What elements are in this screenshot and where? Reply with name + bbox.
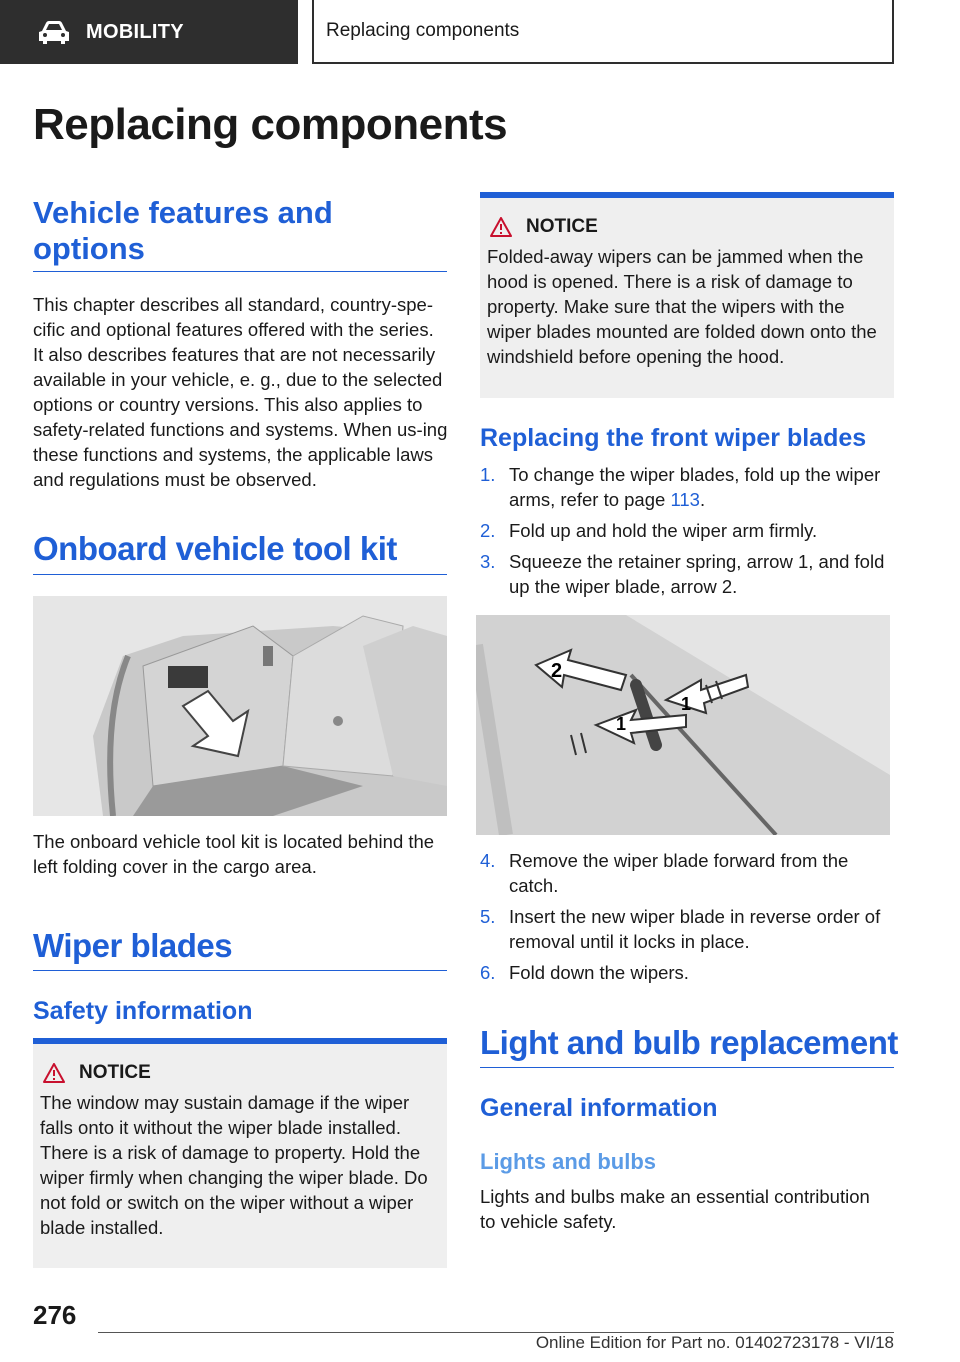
breadcrumb — [312, 0, 894, 64]
safety-info-heading: Safety information — [33, 997, 253, 1025]
car-icon — [36, 19, 72, 45]
step-number: 5. — [480, 906, 496, 927]
list-item — [480, 518, 900, 543]
divider — [33, 574, 447, 575]
list-item — [480, 462, 900, 512]
step-text — [509, 462, 900, 512]
divider — [33, 970, 447, 971]
step-text-after: . — [699, 489, 706, 510]
notice-box — [480, 192, 894, 398]
step-number: 2. — [480, 520, 496, 541]
section-tab[interactable] — [0, 0, 298, 64]
cargo-area-image — [33, 596, 447, 816]
step-text-main: To change the wiper blades, fold up the wiper arms, refer to page — [509, 464, 881, 510]
step-text: Fold down the wipers. — [509, 962, 689, 983]
steps-list-a — [480, 462, 900, 605]
page-title: Replacing components — [33, 100, 508, 149]
list-item — [480, 549, 900, 599]
tool-kit-caption: The onboard vehicle tool kit is located behind the left folding cover in the cargo area. — [33, 831, 435, 877]
step-text: Remove the wiper blade forward from the catch. — [509, 850, 849, 896]
step-text: Fold up and hold the wiper arm firmly. — [509, 520, 818, 541]
divider — [33, 271, 447, 272]
notice-text: The window may sustain damage if the wiper falls onto it without the wiper blade installed. There is a risk of damage to property. Hold the wiper firmly when changing the wiper blade. Do not fold or switch on the wiper without a wiper blade installed. — [40, 1092, 428, 1238]
replacing-wipers-heading: Replacing the front wiper blades — [480, 424, 867, 452]
heading-line-2: options — [33, 231, 145, 266]
heading-line-1: Vehicle features and — [33, 195, 333, 230]
tool-kit-heading: Onboard vehicle tool kit — [33, 530, 397, 567]
arrow-label: 2 — [551, 660, 563, 682]
list-item — [480, 904, 900, 954]
lights-bulbs-text: Lights and bulbs make an essential contribution to vehicle safety. — [480, 1186, 870, 1232]
arrow-label: 1 — [616, 714, 627, 734]
lights-bulbs-heading: Lights and bulbs — [480, 1149, 656, 1174]
list-item — [480, 960, 900, 985]
wiper-illustration — [476, 615, 890, 835]
step-text: Insert the new wiper blade in reverse order of removal until it locks in place. — [509, 906, 881, 952]
light-bulb-heading: Light and bulb replacement — [480, 1024, 898, 1061]
section-label: MOBILITY — [86, 20, 184, 43]
warning-icon — [490, 217, 512, 237]
divider — [480, 1067, 894, 1068]
wiper-blades-heading: Wiper blades — [33, 927, 233, 964]
step-number: 4. — [480, 850, 496, 871]
list-item — [480, 848, 900, 898]
steps-list-b — [480, 848, 900, 991]
notice-label: NOTICE — [526, 216, 598, 237]
notice-text: Folded-away wipers can be jammed when the hood is opened. There is a risk of damage to property. Make sure that the wipers with the wiper blades mounted are folded down onto the windshield before opening the hood. — [487, 246, 877, 367]
notice-box — [33, 1038, 447, 1268]
step-text: Squeeze the retainer spring, arrow 1, and fold up the wiper blade, arrow 2. — [509, 551, 885, 597]
step-number: 3. — [480, 551, 496, 572]
vehicle-features-heading — [33, 195, 333, 267]
edition-label: Online Edition for Part no. 01402723178 - VI/18 — [535, 1333, 894, 1352]
vehicle-features-text: This chapter describes all standard, country-spe-cific and optional features offered with the series. It also describes features that are not necessarily available in your vehicle, e. g., due to the selected options or country versions. This also applies to safety-related functions and systems. When us-ing these functions and systems, the applicable laws and regulations must be observed. — [33, 294, 448, 490]
step-number: 6. — [480, 962, 496, 983]
warning-icon — [43, 1063, 65, 1083]
breadcrumb-label: Replacing components — [326, 20, 520, 41]
notice-label: NOTICE — [79, 1062, 151, 1083]
step-number: 1. — [480, 464, 496, 485]
page-number: 276 — [33, 1300, 77, 1330]
arrow-label: 1 — [681, 694, 692, 714]
page-link[interactable]: 113 — [670, 489, 700, 510]
general-info-heading: General information — [480, 1094, 718, 1122]
